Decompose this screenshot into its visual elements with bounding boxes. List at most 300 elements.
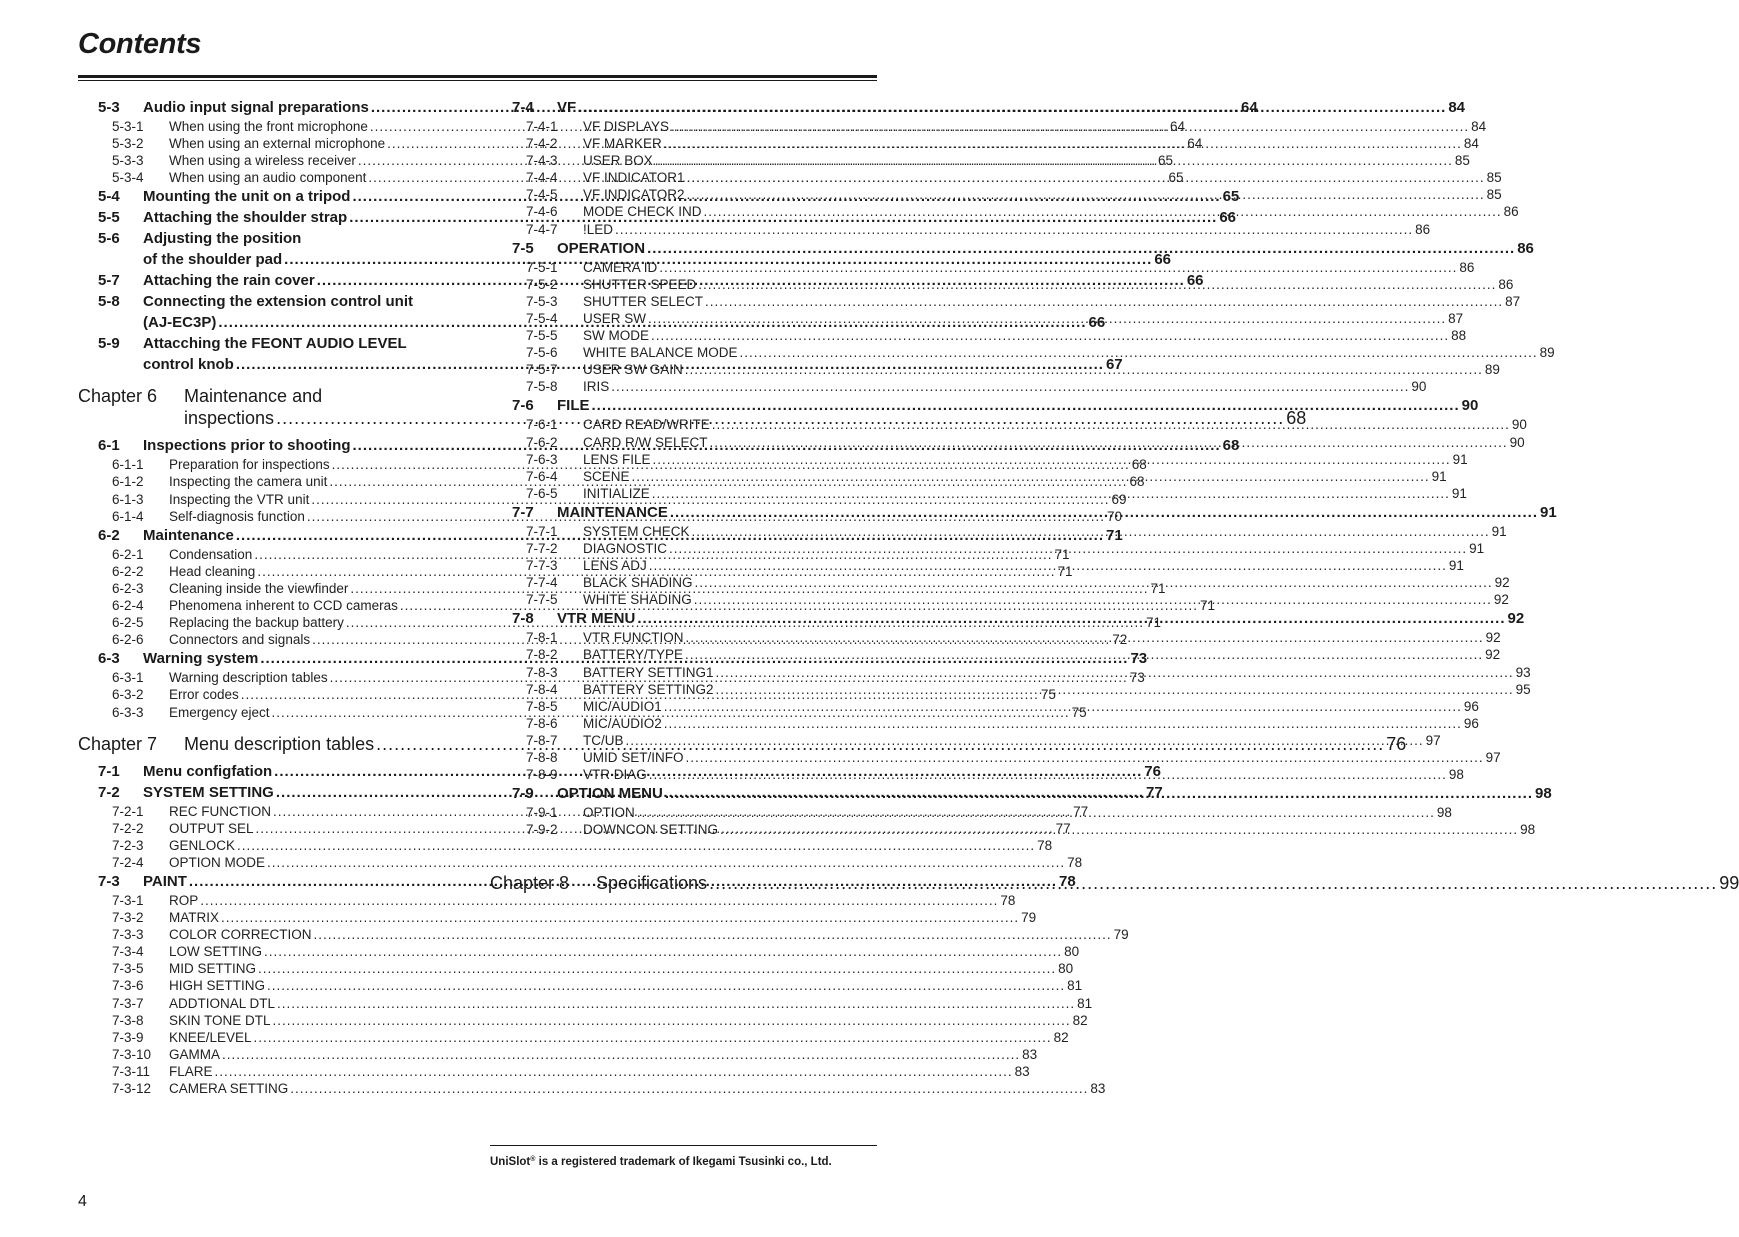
page-ref: 81 [1067,978,1083,994]
section-title-line2: (AJ-EC3P) [143,314,217,332]
subsection-number: 7-5-5 [526,328,558,344]
subsection-number: 6-3-1 [112,670,144,686]
leader-dots [685,646,1483,663]
page-ref: 97 [1425,732,1441,748]
subsection-title: WHITE SHADING [583,592,692,608]
subsection-title: DIAGNOSTIC [583,540,668,556]
toc-subsection-7-3-7[interactable] [78,995,1093,1012]
page-ref: 86 [1503,204,1519,220]
subsection-title: Connectors and signals [169,632,311,648]
toc-subsection-7-3-8[interactable] [78,1012,1088,1029]
subsection-title: HIGH SETTING [169,978,266,994]
page-ref: 82 [1053,1029,1069,1045]
subsection-number: 5-3-4 [112,170,144,186]
subsection-title: GAMMA [169,1046,221,1062]
subsection-title: VF INDICATOR2 [583,187,685,203]
leader-dots [637,608,1505,629]
subsection-number: 7-3-5 [112,961,144,977]
toc-subsection-7-7-1[interactable] [490,523,1507,540]
subsection-number: 7-7-4 [526,575,558,591]
leader-dots [258,960,1056,977]
subsection-title: VF MARKER [583,136,662,152]
section-title: PAINT [143,872,187,890]
subsection-title: Error codes [169,687,239,703]
subsection-title: VTR DIAG [583,767,647,783]
page-ref: 68 [1286,408,1307,429]
toc-subsection-7-4-7[interactable] [490,221,1431,238]
page-ref: 68 [1131,457,1147,473]
toc-subsection-7-3-11[interactable] [78,1063,1030,1080]
subsection-title: VF INDICATOR1 [583,170,685,186]
section-title: Audio input signal preparations [143,99,369,116]
subsection-number: 7-6-5 [526,485,558,501]
subsection-title: ROP [169,892,199,908]
subsection-title: ADDTIONAL DTL [169,995,276,1011]
toc-subsection-7-8-6[interactable] [490,715,1479,732]
chapter-label: Chapter 8 [490,873,570,894]
page-ref: 91 [1451,485,1467,501]
chapter-heading [78,385,462,407]
subsection-number: 7-5-7 [526,362,558,378]
leader-dots [254,1029,1052,1046]
leader-dots [273,1012,1071,1029]
page-ref: 78 [1067,854,1083,870]
subsection-title: Emergency eject [169,704,270,720]
subsection-title: TC/UB [583,732,624,748]
leader-dots [670,502,1538,523]
page-ref: 90 [1411,379,1427,395]
subsection-number: 6-2-6 [112,632,144,648]
section-title-line1: Attacching the FEONT AUDIO LEVEL [143,335,407,353]
subsection-title: USER SW GAIN [583,362,683,378]
page-ref: 91 [1469,540,1485,556]
subsection-number: 7-4-5 [526,187,558,203]
subsection-title: Warning description tables [169,670,328,686]
page-ref: 85 [1486,170,1502,186]
section-title-line1: Connecting the extension control unit [143,293,413,311]
toc-subsection-7-5-6[interactable] [490,344,1555,361]
page-ref: 84 [1463,136,1479,152]
subsection-number: 7-4-6 [526,204,558,220]
page-ref: 96 [1463,698,1479,714]
leader-dots [698,276,1496,293]
page-ref: 78 [1037,837,1053,853]
subsection-number: 7-5-3 [526,293,558,309]
page-ref: 80 [1064,944,1080,960]
leader-dots [671,118,1469,135]
subsection-number: 7-3-11 [112,1063,151,1079]
subsection-number: 7-5-6 [526,345,558,361]
toc-subsection-7-5-5[interactable] [490,327,1467,344]
subsection-number: 7-5-4 [526,310,558,326]
section-title: Warning system [143,650,259,668]
section-title: Mounting the unit on a tripod [143,188,351,206]
page-ref: 72 [1112,632,1128,648]
toc-subsection-7-3-12[interactable] [78,1080,1106,1097]
subsection-number: 7-4-7 [526,221,558,237]
page-ref: 64 [1170,119,1186,134]
leader-dots [314,926,1112,943]
section-title: Menu configfation [143,762,273,780]
subsection-title: OPTION [583,805,635,821]
subsection-title: SHUTTER SPEED [583,276,697,292]
page-ref: 75 [1071,704,1087,720]
subsection-title: FLARE [169,1063,213,1079]
subsection-title: Replacing the backup battery [169,615,344,631]
section-number: 5-6 [98,230,120,248]
subsection-number: 7-9-2 [526,822,558,838]
page-ref: 90 [1509,434,1525,450]
page-ref: 71 [1054,546,1070,562]
subsection-title: IRIS [583,379,610,395]
section-title: Attaching the shoulder strap [143,209,348,227]
subsection-number: 7-3-9 [112,1029,144,1045]
subsection-number: 7-8-1 [526,630,558,646]
toc-subsection-7-3-9[interactable] [78,1029,1069,1046]
page-ref: 71 [1057,563,1073,579]
subsection-number: 6-1-3 [112,491,144,507]
subsection-title: MIC/AUDIO2 [583,715,662,731]
subsection-title: Inspecting the VTR unit [169,491,310,507]
subsection-number: 7-2-4 [112,854,144,870]
subsection-number: 7-8-6 [526,715,558,731]
subsection-number: 5-3-2 [112,136,144,152]
toc-section-5-8[interactable] [78,291,462,312]
section-number: 7-8 [512,610,534,628]
subsection-number: 7-5-1 [526,259,558,275]
section-title: Attaching the rain cover [143,272,315,290]
toc-section-7-6[interactable] [490,395,1479,416]
section-number: 7-6 [512,397,534,415]
section-number: 7-4 [512,99,534,116]
subsection-number: 6-2-5 [112,615,144,631]
section-title: Inspections prior to shooting [143,437,351,455]
subsection-title: Cleaning inside the viewfinder [169,580,349,596]
subsection-title: SYSTEM CHECK [583,523,690,539]
subsection-title: LENS ADJ [583,558,647,574]
page-ref: 85 [1454,153,1470,169]
leader-dots [705,293,1503,310]
leader-dots [592,395,1460,416]
leader-dots [686,749,1484,766]
section-number: 6-2 [98,526,120,544]
subsection-title: When using an external microphone [169,136,386,152]
subsection-number: 5-3-3 [112,153,144,169]
subsection-title: WHITE BALANCE MODE [583,345,738,361]
leader-dots [709,872,1717,894]
page-ref: 71 [1106,526,1123,544]
subsection-title: MIC/AUDIO1 [583,698,662,714]
chapter-title: Specifications [596,873,708,894]
subsection-number: 7-8-5 [526,698,558,714]
leader-dots [221,909,1019,926]
subsection-number: 7-7-3 [526,558,558,574]
section-title-line2: of the shoulder pad [143,251,283,269]
leader-dots [649,766,1447,783]
page-ref: 64 [1187,136,1203,152]
subsection-title: BATTERY SETTING1 [583,664,714,680]
section-number: 7-3 [98,872,120,890]
page-ref: 91 [1448,558,1464,574]
page-ref: 92 [1485,630,1501,646]
toc-subsection-7-3-4[interactable] [78,943,1080,960]
leader-dots [692,523,1490,540]
leader-dots [264,943,1062,960]
subsection-number: 6-1-1 [112,457,144,473]
page-ref: 92 [1507,610,1525,628]
leader-dots [615,221,1413,238]
subsection-title: Phenomena inherent to CCD cameras [169,598,398,614]
leader-dots [649,557,1447,574]
subsection-title: OUTPUT SEL [169,820,254,836]
footer-rule [490,1145,877,1146]
page-ref: 99 [1719,873,1739,894]
page-ref: 92 [1494,575,1510,591]
subsection-number: 7-8-9 [526,767,558,783]
page-ref: 73 [1129,670,1145,686]
leader-dots [267,977,1065,994]
leader-dots [687,169,1485,186]
subsection-number: 6-1-2 [112,474,144,490]
toc-section-7-5[interactable] [490,238,1534,259]
page-ref: 66 [1088,314,1106,332]
chapter-title-line1: Maintenance and [184,386,323,407]
subsection-title: BATTERY SETTING2 [583,681,714,697]
leader-dots [716,664,1514,681]
subsection-number: 7-8-8 [526,750,558,765]
subsection-number: 7-8-4 [526,681,558,697]
section-title: OPERATION [557,239,646,257]
page-ref: 77 [1146,783,1163,801]
section-number: 7-5 [512,239,534,257]
section-title: SYSTEM SETTING [143,783,274,801]
page-ref: 79 [1113,927,1129,943]
page-ref: 66 [1154,251,1171,269]
section-number: 5-8 [98,293,120,311]
subsection-title: Head cleaning [169,563,256,579]
section-title: Maintenance [143,526,234,544]
section-title: VF [557,99,577,116]
subsection-number: 7-9-1 [526,805,558,821]
subsection-title: COLOR CORRECTION [169,927,312,943]
page-ref: 65 [1157,153,1173,169]
subsection-number: 7-7-1 [526,523,558,539]
subsection-title: CARD READ/WRITE [583,417,710,433]
section-number: 6-3 [98,650,120,668]
leader-dots [664,135,1462,152]
subsection-number: 7-5-2 [526,276,558,292]
toc-subsection-7-2-4[interactable] [78,854,1083,871]
page-ref: 91 [1431,468,1447,484]
page-ref: 78 [1000,892,1016,908]
subsection-number: 7-3-8 [112,1012,144,1028]
subsection-title: When using an audio component [169,170,367,186]
subsection-number: 6-3-2 [112,687,144,703]
subsection-title: DOWNCON SETTING [583,822,718,838]
page-ref: 64 [1240,99,1258,116]
leader-dots [669,540,1467,557]
section-title: MAINTENANCE [557,503,668,521]
subsection-number: 6-2-3 [112,580,144,596]
subsection-number: 7-3-3 [112,927,144,943]
page-ref: 86 [1459,259,1475,275]
leader-dots [685,361,1483,378]
toc-section-5-9[interactable] [78,333,462,354]
page-ref: 86 [1517,239,1534,257]
leader-dots [290,1080,1088,1097]
page-ref: 83 [1090,1081,1106,1096]
chapter-title: Menu description tables [184,733,375,754]
chapter-label: Chapter 6 [78,386,158,407]
subsection-title: CAMERA SETTING [169,1081,289,1096]
section-number: 7-1 [98,762,120,780]
subsection-title: KNEE/LEVEL [169,1029,252,1045]
leader-dots [632,468,1430,485]
subsection-number: 7-3-7 [112,995,144,1011]
subsection-number: 7-6-3 [526,451,558,467]
chapter-title-line2: inspections [184,408,275,429]
subsection-title: Self-diagnosis function [169,508,305,524]
section-title: VTR MENU [557,610,636,628]
subsection-title: Preparation for inspections [169,457,330,473]
subsection-number: 7-3-1 [112,892,144,908]
page-ref: 76 [1144,762,1161,780]
subsection-number: 7-3-12 [112,1081,152,1096]
toc-subsection-7-3-6[interactable] [78,977,1083,994]
subsection-title: INITIALIZE [583,485,650,501]
subsection-number: 6-2-2 [112,563,144,579]
trademark-brand: UniSlot [490,1156,531,1168]
subsection-title: UMID SET/INFO [583,750,684,765]
page-ref: 80 [1058,961,1074,977]
section-number: 5-3 [98,99,120,116]
subsection-number: 7-3-6 [112,978,144,994]
leader-dots [277,995,1075,1012]
toc-subsection-7-3-3[interactable] [78,926,1129,943]
subsection-title: CARD R/W SELECT [583,434,708,450]
page-ref: 65 [1168,170,1184,186]
page-ref: 86 [1498,276,1514,292]
page-number: 4 [78,1193,87,1210]
page-ref: 84 [1448,99,1465,116]
toc-section-5-6[interactable] [78,228,462,249]
page-ref: 71 [1200,598,1216,614]
section-title: OPTION MENU [557,785,663,803]
subsection-title: VTR FUNCTION [583,630,684,646]
subsection-number: 7-7-2 [526,540,558,556]
page-ref: 86 [1415,221,1431,237]
subsection-title: BLACK SHADING [583,575,693,591]
leader-dots [704,203,1502,220]
subsection-number: 7-4-1 [526,119,558,134]
page-ref: 89 [1484,362,1500,378]
page-ref: 98 [1534,785,1552,803]
leader-dots [720,821,1518,838]
page-ref: 88 [1451,328,1467,344]
leader-dots [712,416,1510,433]
page-ref: 73 [1130,650,1148,668]
subsection-number: 6-2-4 [112,598,144,614]
section-number: 7-7 [512,503,534,521]
page-ref: 83 [1014,1063,1030,1079]
section-title-line2: control knob [143,356,234,374]
subsection-title: USER BOX [583,153,653,169]
subsection-title: LOW SETTING [169,944,263,960]
page-ref: 91 [1491,523,1507,539]
toc-subsection-7-8-8[interactable] [490,749,1501,766]
section-number: 7-2 [98,783,120,801]
toc-subsection-7-5-3[interactable] [490,293,1521,310]
subsection-number: 7-7-5 [526,592,558,608]
page-ref: 90 [1461,397,1479,415]
page-ref: 92 [1493,592,1509,608]
page-ref: 69 [1111,491,1127,507]
page-ref: 89 [1539,345,1555,361]
leader-dots [664,715,1462,732]
toc-subsection-7-5-8[interactable] [490,378,1427,395]
page-ref: 68 [1222,437,1240,455]
leader-dots [578,97,1446,118]
subsection-title: SKIN TONE DTL [169,1012,271,1028]
subsection-number: 7-6-2 [526,434,558,450]
subsection-number: 7-6-1 [526,417,558,433]
leader-dots [222,1046,1020,1063]
page-ref: 96 [1463,715,1479,731]
subsection-title: SCENE [583,468,630,484]
toc-subsection-7-3-1[interactable] [78,892,1016,909]
subsection-number: 7-6-4 [526,468,558,484]
subsection-number: 7-2-1 [112,803,144,819]
subsection-title: BATTERY/TYPE [583,647,684,663]
page-ref: 93 [1515,664,1531,680]
page-ref: 90 [1511,417,1527,433]
page-ref: 85 [1486,187,1502,203]
toc-subsection-7-2-3[interactable] [78,837,1053,854]
leader-dots [664,698,1462,715]
subsection-title: REC FUNCTION [169,803,271,819]
subsection-title: When using a wireless receiver [169,153,356,169]
leader-dots [740,344,1538,361]
leader-dots [611,378,1409,395]
toc-subsection-7-3-5[interactable] [78,960,1074,977]
subsection-number: 6-2-1 [112,546,144,562]
trademark-text: is a registered trademark of Ikegami Tsusinki co., Ltd. [538,1156,832,1168]
section-title-line1: Adjusting the position [143,230,302,248]
toc-subsection-7-3-10[interactable] [78,1046,1038,1063]
leader-dots [659,259,1457,276]
page-ref: 84 [1471,119,1487,134]
subsection-title: MATRIX [169,910,219,926]
subsection-title: CAMERA ID [583,259,658,275]
page-title: Contents [78,28,202,60]
subsection-title: USER SW [583,310,647,326]
page-ref: 92 [1485,647,1501,663]
subsection-number: 7-8-2 [526,647,558,663]
subsection-title: !LED [583,221,614,237]
subsection-number: 7-8-3 [526,664,558,680]
toc-subsection-7-3-2[interactable] [78,909,1037,926]
page-ref: 97 [1485,750,1501,765]
title-rule [78,75,877,81]
page-ref: 91 [1539,503,1557,521]
page-ref: 71 [1146,615,1162,631]
registered-mark: ® [530,1156,536,1163]
page-ref: 81 [1077,995,1093,1011]
leader-dots [686,629,1484,646]
subsection-title: MODE CHECK IND [583,204,702,220]
leader-dots [655,152,1453,169]
subsection-title: Condensation [169,546,253,562]
